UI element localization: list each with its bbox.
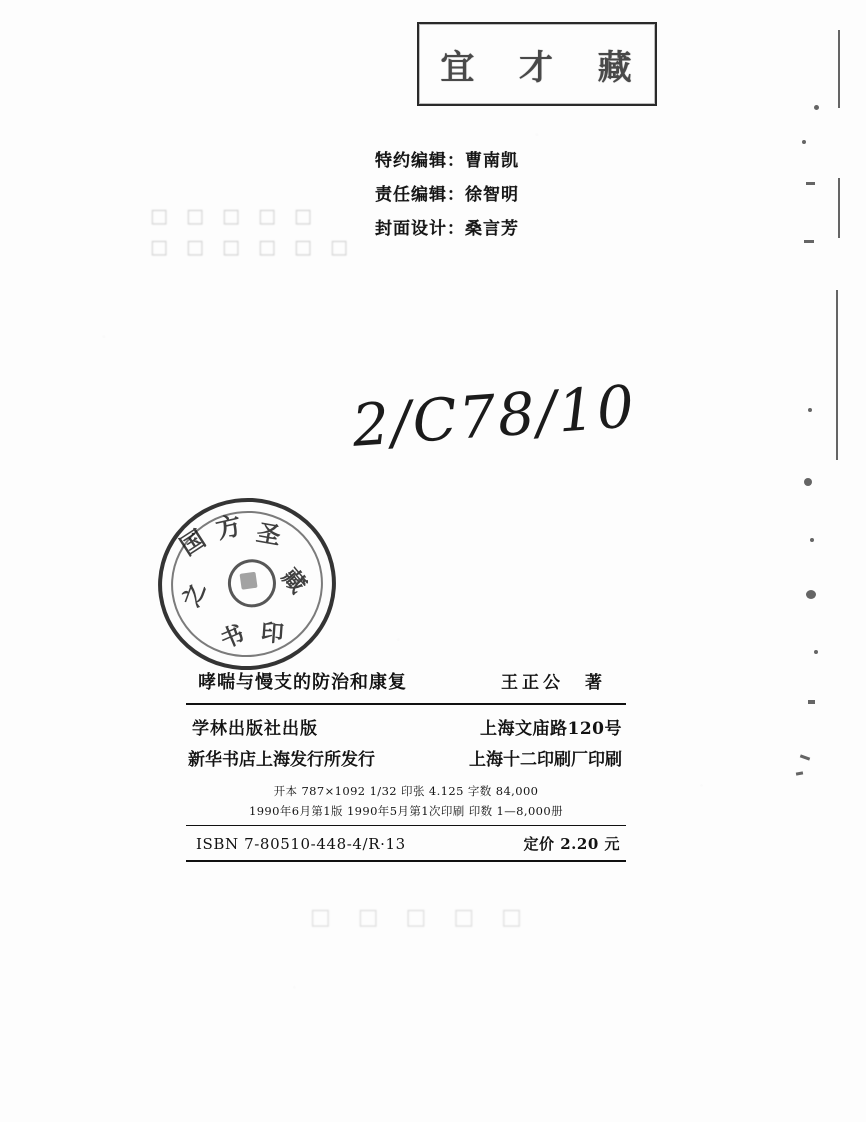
book-author: 王正公 著	[501, 673, 606, 693]
top-stamp-char-2: 才	[518, 47, 555, 88]
book-title: 哮喘与慢支的防治和康复	[198, 672, 407, 693]
seal-char-6: 书	[216, 620, 249, 654]
ghost-text-bottom: □ □ □ □ □	[310, 905, 532, 930]
publisher-name: 学林出版社出版	[192, 719, 318, 739]
ghost-text-line-1: □ □ □ □ □	[150, 205, 318, 227]
seal-char-1: 国	[174, 523, 211, 562]
credit-special-editor: 特约编辑：曹南凯	[375, 151, 519, 171]
printer-name: 上海十二印刷厂印刷	[469, 750, 622, 770]
distributor-row	[186, 741, 626, 778]
seal-char-4: 之	[177, 579, 211, 611]
print-specs-line-1: 开本 787×1092 1/32 印张 4.125 字数 84,000	[273, 784, 539, 798]
colophon-title-row	[186, 662, 626, 703]
isbn-number: ISBN 7-80510-448-4/R·13	[196, 835, 406, 853]
seal-char-2: 方	[213, 510, 245, 545]
seal-char-7: 印	[259, 619, 285, 648]
top-stamp-char-3: 藏	[597, 47, 634, 88]
ghost-text-line-2: □ □ □ □ □ □	[150, 236, 354, 258]
top-ink-stamp	[417, 22, 657, 106]
seal-char-3: 圣	[254, 517, 283, 551]
handwritten-call-number: 2/C78/10	[349, 372, 638, 460]
publisher-row	[186, 705, 626, 741]
credits-block	[0, 146, 866, 248]
colophon-rule-bottom	[186, 860, 626, 862]
print-specs-line-2: 1990年6月第1版 1990年5月第1次印刷 印数 1—8,000册	[248, 804, 563, 818]
top-stamp-char-1: 宜	[440, 47, 477, 88]
publisher-address: 上海文庙路120号	[480, 719, 622, 739]
credit-responsible-editor: 责任编辑：徐智明	[375, 185, 519, 205]
colophon-block	[186, 662, 626, 862]
book-price: 定价 2.20 元	[523, 835, 620, 853]
seal-char-5: 藏	[276, 563, 312, 599]
credit-cover-designer: 封面设计：桑言芳	[375, 219, 519, 239]
print-specs	[186, 778, 626, 825]
library-seal	[147, 486, 347, 681]
distributor-name: 新华书店上海发行所发行	[188, 750, 375, 770]
isbn-row	[186, 826, 626, 860]
